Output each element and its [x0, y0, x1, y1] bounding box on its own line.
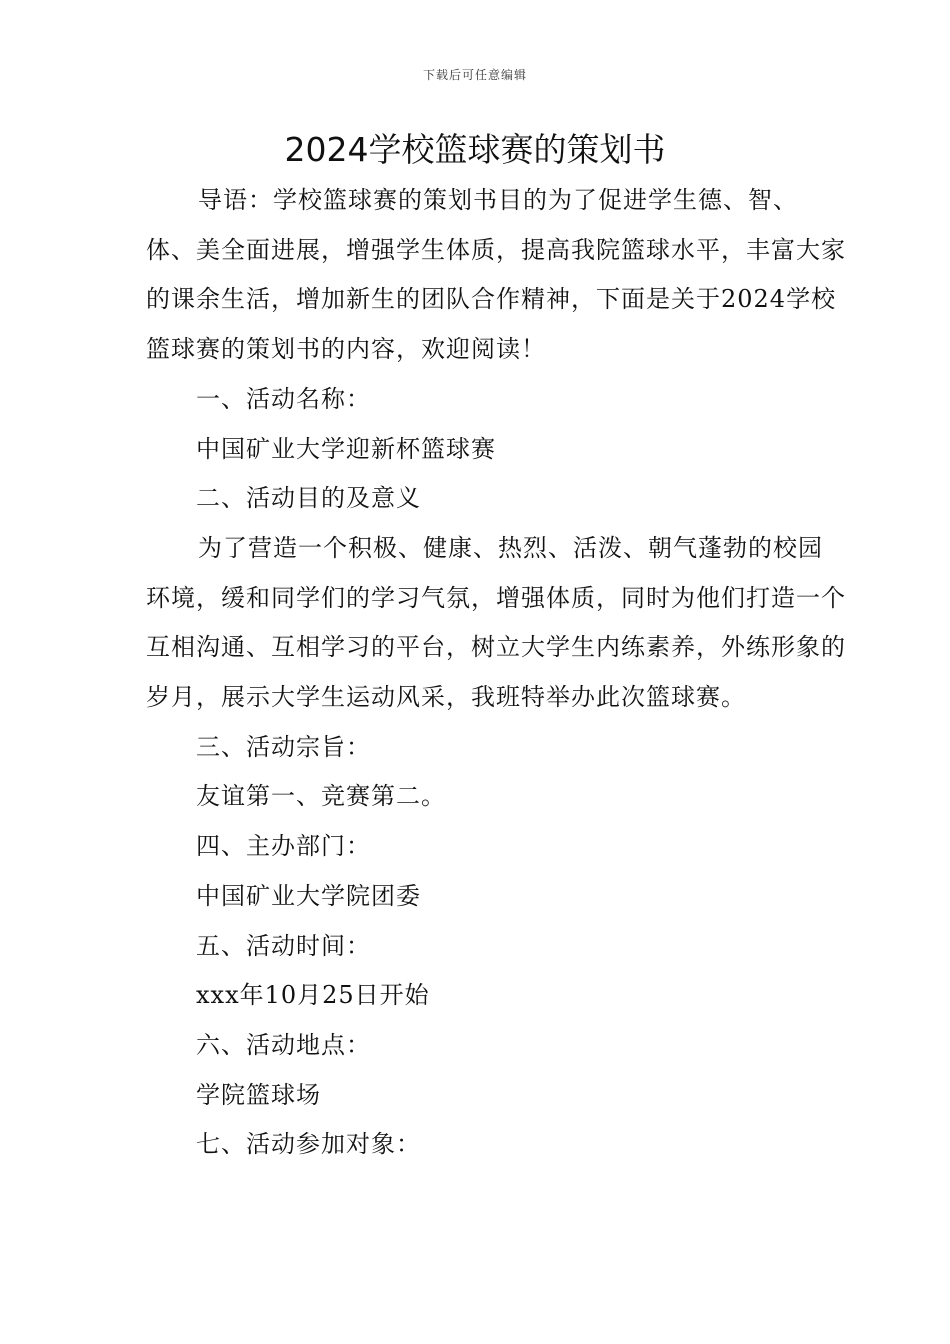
- section-heading-location: 六、活动地点：: [196, 1030, 371, 1059]
- activity-name: 中国矿业大学迎新杯篮球赛: [196, 434, 496, 463]
- section-heading-participants: 七、活动参加对象：: [196, 1130, 421, 1159]
- section-heading-tenet: 三、活动宗旨：: [196, 732, 371, 761]
- purpose-paragraph: 为了营造一个积极、健康、热烈、活泼、朝气蓬勃的校园环境，缓和同学们的学习气氛，增强体质，同时为他们打造一个互相沟通、互相学习的平台，树立大学生内练素养，外练形象的岁月，展示大学生运动风采，我班特举办此次篮球赛。: [146, 533, 846, 712]
- time-text: xxx年10月25日开始: [196, 981, 430, 1010]
- location-text: 学院篮球场: [196, 1080, 321, 1109]
- document-body: [146, 176, 846, 1170]
- header-note: 下载后可任意编辑: [422, 68, 527, 82]
- organizer-text: 中国矿业大学院团委: [196, 881, 421, 910]
- section-heading-name: 一、活动名称：: [196, 384, 371, 413]
- intro-paragraph: 导语：学校篮球赛的策划书目的为了促进学生德、智、体、美全面进展，增强学生体质，提高我院篮球水平，丰富大家的课余生活，增加新生的团队合作精神，下面是关于2024学校篮球赛的策划书的内容，欢迎阅读！: [146, 186, 846, 364]
- tenet-text: 友谊第一、竞赛第二。: [196, 782, 446, 811]
- section-heading-organizer: 四、主办部门：: [196, 832, 371, 861]
- section-heading-time: 五、活动时间：: [196, 931, 371, 960]
- section-heading-purpose: 二、活动目的及意义: [196, 484, 421, 513]
- document-title: 2024学校篮球赛的策划书: [284, 130, 666, 169]
